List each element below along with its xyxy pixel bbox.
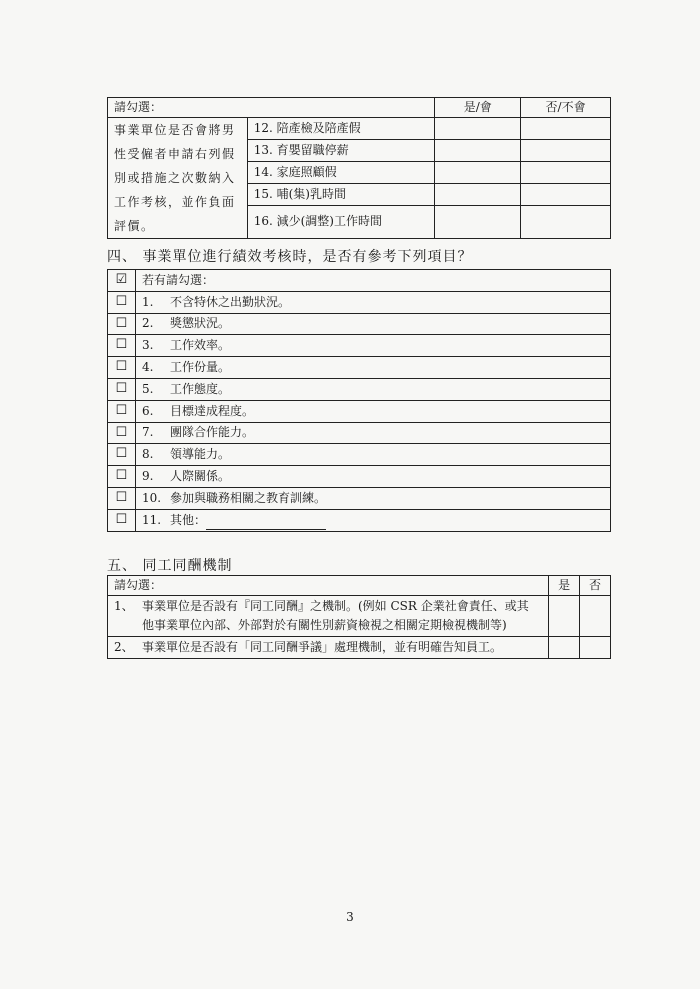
list-item bbox=[135, 357, 610, 379]
table-header-label: 若有請勾選： bbox=[135, 270, 610, 292]
yes-checkbox-cell[interactable] bbox=[549, 596, 580, 637]
item-text: 目標達成程度。 bbox=[169, 403, 254, 418]
table-header-label: 請勾選： bbox=[108, 576, 549, 596]
item-text: 領導能力。 bbox=[169, 447, 230, 462]
list-item bbox=[135, 291, 610, 313]
question-row bbox=[108, 596, 549, 637]
performance-review-table bbox=[107, 269, 611, 532]
yes-checkbox-cell[interactable] bbox=[435, 118, 521, 140]
leave-item: 16. 減少(調整)工作時間 bbox=[247, 205, 435, 239]
checkbox[interactable]: ☐ bbox=[108, 466, 136, 488]
question-text: 事業單位是否設有『同工同酬』之機制。(例如 CSR 企業社會責任、或其他事業單位內部、外部對於有關性別薪資檢視之相關定期檢視機制等) bbox=[142, 599, 529, 633]
item-text: 工作效率。 bbox=[169, 338, 230, 353]
item-text: 其他： bbox=[169, 512, 206, 527]
no-checkbox-cell[interactable] bbox=[521, 205, 611, 239]
column-no-header: 否 bbox=[580, 576, 611, 596]
header-checkbox-icon: ☑ bbox=[108, 270, 136, 292]
checkbox[interactable]: ☐ bbox=[108, 335, 136, 357]
list-item bbox=[135, 313, 610, 335]
checkbox[interactable]: ☐ bbox=[108, 400, 136, 422]
section-five-heading: 五、 同工同酬機制 bbox=[107, 558, 233, 574]
item-number: 7. bbox=[141, 425, 154, 440]
table-header-label: 請勾選： bbox=[108, 98, 435, 118]
item-number: 4. bbox=[141, 359, 154, 374]
leave-item: 14. 家庭照顧假 bbox=[247, 161, 435, 183]
list-item bbox=[135, 400, 610, 422]
item-text: 人際關係。 bbox=[169, 468, 230, 483]
yes-checkbox-cell[interactable] bbox=[435, 205, 521, 239]
column-yes-header: 是/會 bbox=[435, 98, 521, 118]
no-checkbox-cell[interactable] bbox=[580, 637, 611, 659]
list-item bbox=[135, 466, 610, 488]
no-checkbox-cell[interactable] bbox=[521, 118, 611, 140]
checkbox[interactable]: ☐ bbox=[108, 487, 136, 509]
question-text: 事業單位是否設有「同工同酬爭議」處理機制，並有明確告知員工。 bbox=[142, 640, 503, 655]
list-item bbox=[135, 422, 610, 444]
gender-leave-evaluation-table bbox=[107, 97, 611, 239]
section-four-heading: 四、 事業單位進行績效考核時，是否有參考下列項目？ bbox=[107, 249, 473, 265]
checkbox[interactable]: ☐ bbox=[108, 422, 136, 444]
item-number: 3. bbox=[141, 338, 154, 353]
item-number: 5. bbox=[141, 381, 154, 396]
equal-pay-table bbox=[107, 575, 611, 659]
yes-checkbox-cell[interactable] bbox=[435, 183, 521, 205]
page-number: 3 bbox=[346, 910, 354, 924]
question-row bbox=[108, 637, 549, 659]
no-checkbox-cell[interactable] bbox=[521, 183, 611, 205]
checkbox[interactable]: ☐ bbox=[108, 378, 136, 400]
question-number: 1、 bbox=[114, 599, 134, 614]
list-item bbox=[135, 444, 610, 466]
checkbox[interactable]: ☐ bbox=[108, 313, 136, 335]
item-number: 1. bbox=[141, 294, 154, 309]
item-text: 獎懲狀況。 bbox=[169, 316, 230, 331]
item-number: 6. bbox=[141, 403, 154, 418]
checkbox[interactable]: ☐ bbox=[108, 357, 136, 379]
list-item bbox=[135, 509, 610, 531]
item-number: 9. bbox=[141, 468, 154, 483]
item-number: 11. bbox=[141, 512, 162, 527]
no-checkbox-cell[interactable] bbox=[521, 161, 611, 183]
checkbox[interactable]: ☐ bbox=[108, 444, 136, 466]
item-number: 2. bbox=[141, 316, 154, 331]
yes-checkbox-cell[interactable] bbox=[435, 140, 521, 162]
question-number: 2、 bbox=[114, 640, 134, 655]
item-text: 工作份量。 bbox=[169, 359, 230, 374]
leave-item: 13. 育嬰留職停薪 bbox=[247, 140, 435, 162]
leave-item: 15. 哺(集)乳時間 bbox=[247, 183, 435, 205]
list-item bbox=[135, 335, 610, 357]
column-no-header: 否/不會 bbox=[521, 98, 611, 118]
column-yes-header: 是 bbox=[549, 576, 580, 596]
list-item bbox=[135, 487, 610, 509]
item-text: 團隊合作能力。 bbox=[169, 425, 254, 440]
list-item bbox=[135, 378, 610, 400]
yes-checkbox-cell[interactable] bbox=[435, 161, 521, 183]
item-text: 不含特休之出勤狀況。 bbox=[169, 294, 290, 309]
checkbox[interactable]: ☐ bbox=[108, 291, 136, 313]
item-text: 工作態度。 bbox=[169, 381, 230, 396]
item-number: 10. bbox=[141, 490, 162, 505]
leave-item: 12. 陪產檢及陪產假 bbox=[247, 118, 435, 140]
evaluation-question: 事業單位是否會將男性受僱者申請右列假別或措施之次數納入工作考核，並作負面評價。 bbox=[108, 118, 248, 239]
item-text: 參加與職務相關之教育訓練。 bbox=[169, 490, 326, 505]
yes-checkbox-cell[interactable] bbox=[549, 637, 580, 659]
no-checkbox-cell[interactable] bbox=[580, 596, 611, 637]
other-fill-in-line[interactable] bbox=[206, 517, 326, 530]
item-number: 8. bbox=[141, 447, 154, 462]
no-checkbox-cell[interactable] bbox=[521, 140, 611, 162]
checkbox[interactable]: ☐ bbox=[108, 509, 136, 531]
